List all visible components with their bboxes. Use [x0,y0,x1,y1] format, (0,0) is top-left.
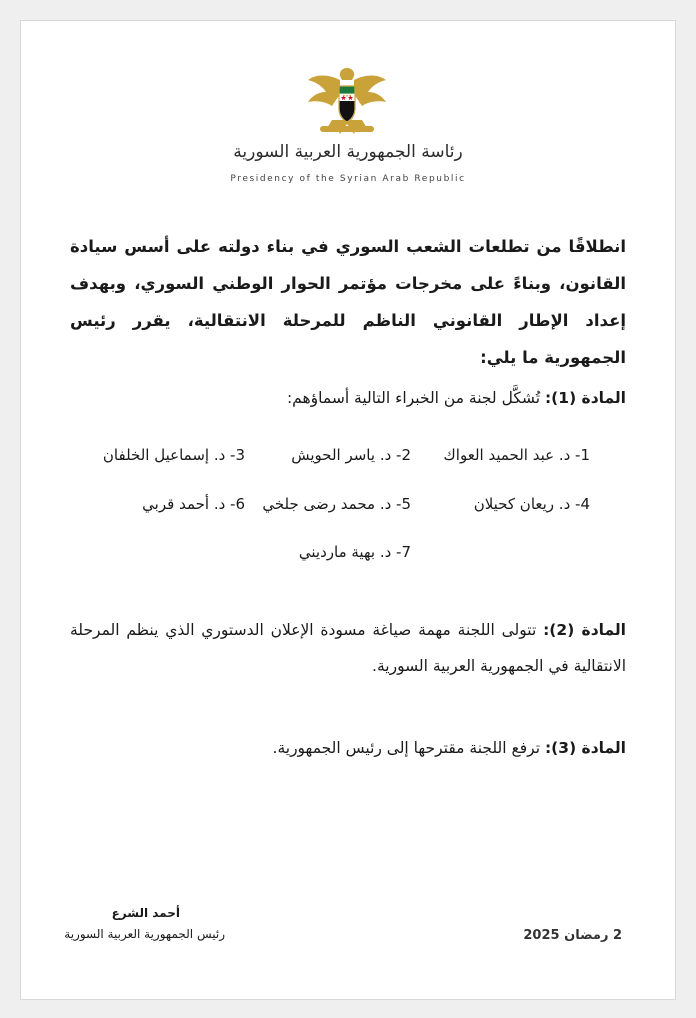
member-5: 5- د. محمد رضى جلخي [262,495,411,513]
article-1 [70,380,626,416]
article-1-text: تُشكَّل لجنة من الخبراء التالية أسماؤهم: [286,389,541,407]
organization-name-english: Presidency of the Syrian Arab Republic [230,174,466,184]
article-3-text: ترفع اللجنة مقترحها إلى رئيس الجمهورية. [272,739,541,757]
article-2-text: تتولى اللجنة مهمة صياغة مسودة الإعلان الدستوري الذي ينظم المرحلة الانتقالية في الجمهورية العربية السورية. [70,621,626,675]
organization-name-arabic: رئاسة الجمهورية العربية السورية [233,142,463,162]
member-6: 6- د. أحمد قربي [142,495,245,513]
article-3-heading: المادة (3): [544,739,626,757]
syrian-eagle-emblem-icon [306,64,388,138]
article-3 [70,730,626,766]
signatory-name: أحمد الشرع [111,906,180,920]
member-4: 4- د. ريعان كحيلان [473,495,590,513]
decree-preamble: انطلاقًا من تطلعات الشعب السوري في بناء دولته على أسس سيادة القانون، وبناءً على مخرجات مؤتمر الحوار الوطني السوري، وبهدف إعداد الإطار القانوني الناظم للمرحلة الانتقالية، يقرر رئيس الجمهورية ما يلي: [70,237,626,367]
article-2 [70,612,626,684]
member-2: 2- د. ياسر الحويش [291,446,411,464]
article-1-heading: المادة (1): [544,389,626,407]
article-2-heading: المادة (2): [543,621,626,639]
member-7: 7- د. بهية مارديني [298,543,411,561]
member-1: 1- د. عبد الحميد العواك [443,446,590,464]
decree-date: 2 رمضان 2025 [523,928,622,943]
signatory-title: رئيس الجمهورية العربية السورية [64,927,225,941]
member-3: 3- د. إسماعيل الخلفان [102,446,245,464]
